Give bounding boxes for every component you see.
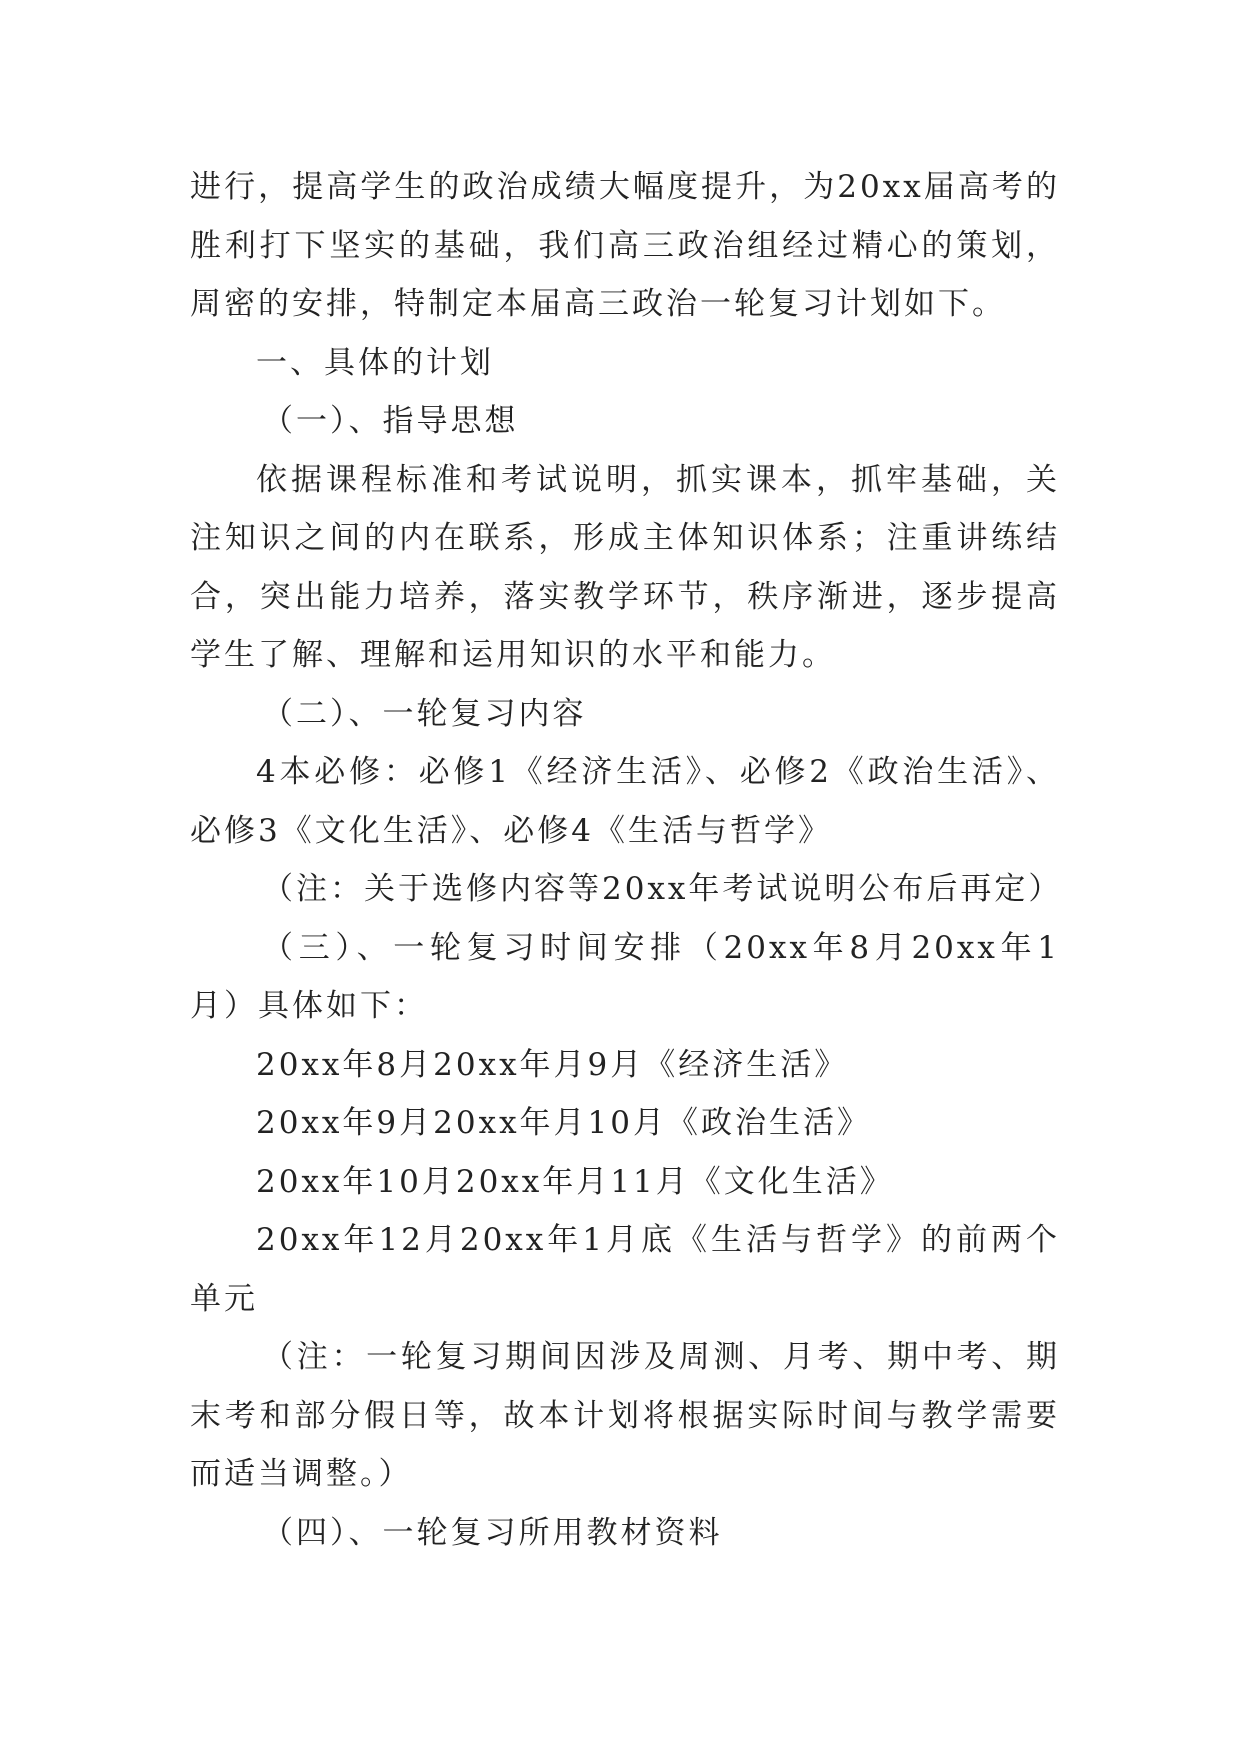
paragraph-intro: 进行，提高学生的政治成绩大幅度提升，为20xx届高考的胜利打下坚实的基础，我们高三政治组经过精心的策划，周密的安排，特制定本届高三政治一轮复习计划如下。 [190, 169, 1060, 322]
note-schedule-adjustment: （注：一轮复习期间因涉及周测、月考、期中考、期末考和部分假日等，故本计划将根据实际时间与教学需要而适当调整。） [190, 1339, 1060, 1492]
document-body [190, 158, 1063, 1562]
heading-guiding-thought: （一）、指导思想 [262, 403, 519, 439]
paragraph-required-courses: 4本必修：必修1《经济生活》、必修2《政治生活》、必修3《文化生活》、必修4《生活与哲学》 [190, 754, 1060, 849]
heading-review-content: （二）、一轮复习内容 [262, 695, 587, 732]
heading-review-schedule: （三）、一轮复习时间安排（20xx年8月20xx年1月）具体如下： [190, 929, 1060, 1024]
note-electives: （注：关于选修内容等20xx年考试说明公布后再定） [262, 871, 1063, 907]
paragraph-guiding-thought: 依据课程标准和考试说明，抓实课本，抓牢基础，关注知识之间的内在联系，形成主体知识体系；注重讲练结合，突出能力培养，落实教学环节，秩序渐进，逐步提高学生了解、理解和运用知识的水平和能力。 [190, 461, 1060, 673]
schedule-item: 20xx年8月20xx年月9月《经济生活》 [256, 1046, 849, 1083]
schedule-item: 20xx年9月20xx年月10月《政治生活》 [256, 1105, 871, 1141]
heading-review-materials: （四）、一轮复习所用教材资料 [262, 1514, 723, 1551]
schedule-item: 20xx年10月20xx年月11月《文化生活》 [256, 1163, 894, 1200]
schedule-item: 20xx年12月20xx年1月底《生活与哲学》的前两个单元 [190, 1222, 1060, 1317]
heading-specific-plan: 一、具体的计划 [256, 344, 494, 381]
